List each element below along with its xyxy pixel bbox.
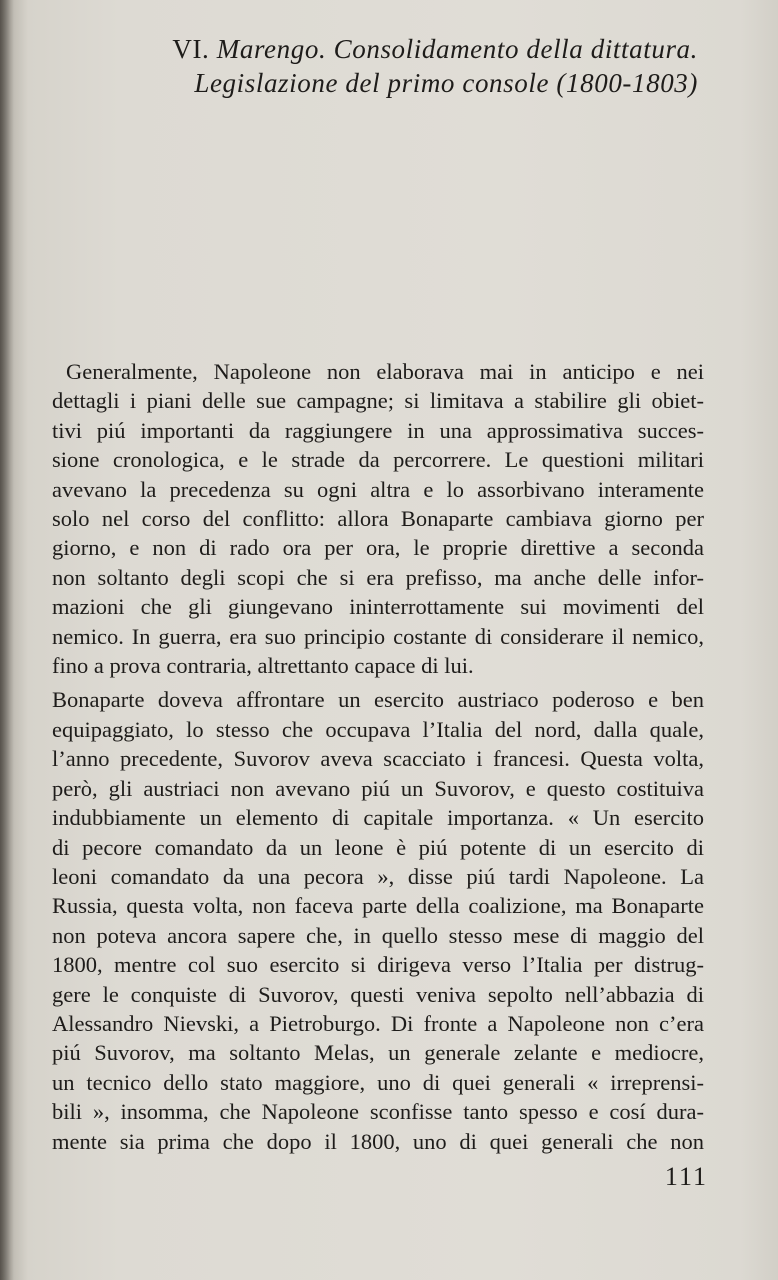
text-line: mazioni che gli giungevano ininterrottamente sui movimenti del [52,594,704,620]
text-line: però, gli austriaci non avevano piú un Suvorov, e questo costituiva [52,775,704,801]
text-line: Bonaparte doveva affrontare un esercito austriaco poderoso e ben [52,687,704,713]
text-line: solo nel corso del conflitto: allora Bonaparte cambiava giorno per [52,506,704,532]
text-line: gere le conquiste di Suvorov, questi veniva sepolto nell’abbazia di [52,981,704,1007]
text-line: mente sia prima che dopo il 1800, uno di quei generali che non [52,1128,704,1154]
text-line: tivi piú importanti da raggiungere in una approssimativa succes- [52,417,704,443]
text-line: di pecore comandato da un leone è piú potente di un esercito di [52,834,704,860]
chapter-years: (1800-1803) [556,68,698,98]
chapter-heading [138,32,698,100]
text-line: bili », insomma, che Napoleone sconfisse tanto spesso e cosí dura- [52,1099,704,1125]
text-line: dettagli i piani delle sue campagne; si limitava a stabilire gli obiet- [52,388,704,414]
text-line: l’anno precedente, Suvorov aveva scacciato i francesi. Questa volta, [52,746,704,772]
text-line: sione cronologica, e le strade da percorrere. Le questioni militari [52,447,704,473]
text-line: giorno, e non di rado ora per ora, le proprie direttive a seconda [52,535,704,561]
text-line: non soltanto degli scopi che si era prefisso, ma anche delle infor- [52,564,704,590]
chapter-title-line-2: Legislazione del primo console [194,68,550,98]
text-line: piú Suvorov, ma soltanto Melas, un generale zelante e mediocre, [52,1040,704,1066]
text-line: 1800, mentre col suo esercito si dirigeva verso l’Italia per distrug- [52,952,704,978]
chapter-heading-line-1 [138,32,698,66]
chapter-number: VI. [172,34,210,64]
body-text [52,357,704,1156]
chapter-heading-line-2 [138,66,698,100]
text-line: non poteva ancora sapere che, in quello stesso mese di maggio del [52,922,704,948]
text-line: leoni comandato da una pecora », disse piú tardi Napoleone. La [52,863,704,889]
page-number: 111 [664,1162,708,1191]
text-line: un tecnico dello stato maggiore, uno di quei generali « irreprensi- [52,1069,704,1095]
text-line: Russia, questa volta, non faceva parte della coalizione, ma Bonaparte [52,893,704,919]
text-line: indubbiamente un elemento di capitale importanza. « Un esercito [52,805,704,831]
text-line: avevano la precedenza su ogni altra e lo assorbivano interamente [52,476,704,502]
paragraph-2 [52,685,704,1156]
text-line: Alessandro Nievski, a Pietroburgo. Di fronte a Napoleone non c’era [52,1010,704,1036]
text-line: nemico. In guerra, era suo principio costante di considerare il nemico, [52,623,704,649]
text-line: fino a prova contraria, altrettanto capace di lui. [52,653,474,679]
chapter-title-line-1: Marengo. Consolidamento della dittatura. [216,34,698,64]
text-line: Generalmente, Napoleone non elaborava mai in anticipo e nei [66,359,704,384]
text-line: equipaggiato, lo stesso che occupava l’Italia del nord, dalla quale, [52,716,704,742]
book-spine-shadow [0,0,14,1280]
paragraph-1 [52,357,704,680]
